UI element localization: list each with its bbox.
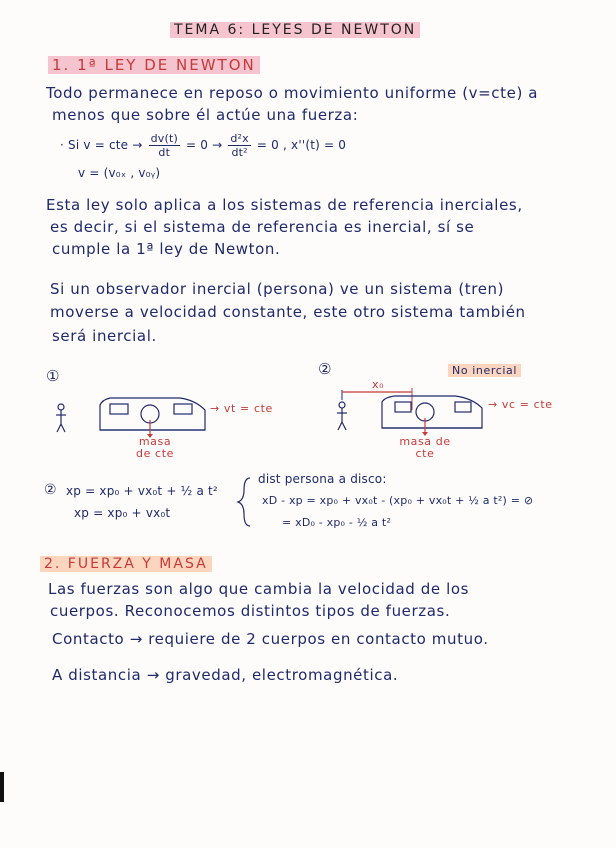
text-line: menos que sobre él actúe una fuerza: xyxy=(52,106,359,124)
formula-derivative: · Si v = cte → $\frac{dv(t)}{dt}$ = 0 → $\frac{\text{d²x}}{\text{dt²}}$ = 0 , x''(t) = 0 xyxy=(60,132,347,159)
diagram-1-label: ① xyxy=(46,367,61,385)
train-icon-2 xyxy=(382,396,482,428)
formula-velocity-vector: v = (v₀ₓ , v₀ᵧ) xyxy=(78,166,161,180)
text-line: Todo permanece en reposo o movimiento uniforme (v=cte) a xyxy=(46,84,539,102)
mass-label-1: masa de cte xyxy=(136,435,174,460)
text-line: será inercial. xyxy=(52,327,157,345)
text-line: cuerpos. Reconocemos distintos tipos de fuerzas. xyxy=(50,602,451,620)
text-line: es decir, si el sistema de referencia es inercial, sí se xyxy=(50,218,475,236)
distance-force-line: A distancia → gravedad, electromagnética. xyxy=(52,666,399,684)
page-title: TEMA 6: LEYES DE NEWTON xyxy=(170,22,420,38)
non-inertial-label: No inercial xyxy=(448,364,521,377)
section-1-heading: 1. 1ª LEY DE NEWTON xyxy=(48,56,260,74)
section-2-heading: 2. FUERZA Y MASA xyxy=(40,556,212,572)
text-line: cumple la 1ª ley de Newton. xyxy=(52,240,281,258)
distance-equation-1: xD - xp = xp₀ + vx₀t - (xp₀ + vx₀t + ½ a t²) = ⊘ xyxy=(262,494,534,507)
equation-xp-accelerated: xp = xp₀ + vx₀t + ½ a t² xyxy=(66,484,218,498)
text-line: Esta ley solo aplica a los sistemas de referencia inerciales, xyxy=(46,196,523,214)
equations-label: ② xyxy=(44,482,58,498)
contact-force-line: Contacto → requiere de 2 cuerpos en contacto mutuo. xyxy=(52,630,489,648)
distance-title: dist persona a disco: xyxy=(258,472,387,486)
text-line: moverse a velocidad constante, este otro sistema también xyxy=(50,303,526,321)
mass-label-2: masa de cte xyxy=(399,435,451,460)
diagram-2-label: ② xyxy=(318,360,333,378)
train-icon-1 xyxy=(100,398,205,430)
person-icon-2 xyxy=(337,402,347,430)
distance-equation-2: = xD₀ - xp₀ - ½ a t² xyxy=(282,516,392,529)
text-line: Si un observador inercial (persona) ve un sistema (tren) xyxy=(50,280,505,298)
equation-xp-uniform: xp = xp₀ + vx₀t xyxy=(74,506,171,520)
velocity-label-1: → vt = cte xyxy=(210,402,273,415)
person-icon-1 xyxy=(56,404,66,432)
text-line: Las fuerzas son algo que cambia la velocidad de los xyxy=(48,580,470,598)
scan-edge-mark xyxy=(0,772,4,802)
x0-label: x₀ xyxy=(372,378,385,391)
velocity-label-2: → vc = cte xyxy=(488,398,553,411)
